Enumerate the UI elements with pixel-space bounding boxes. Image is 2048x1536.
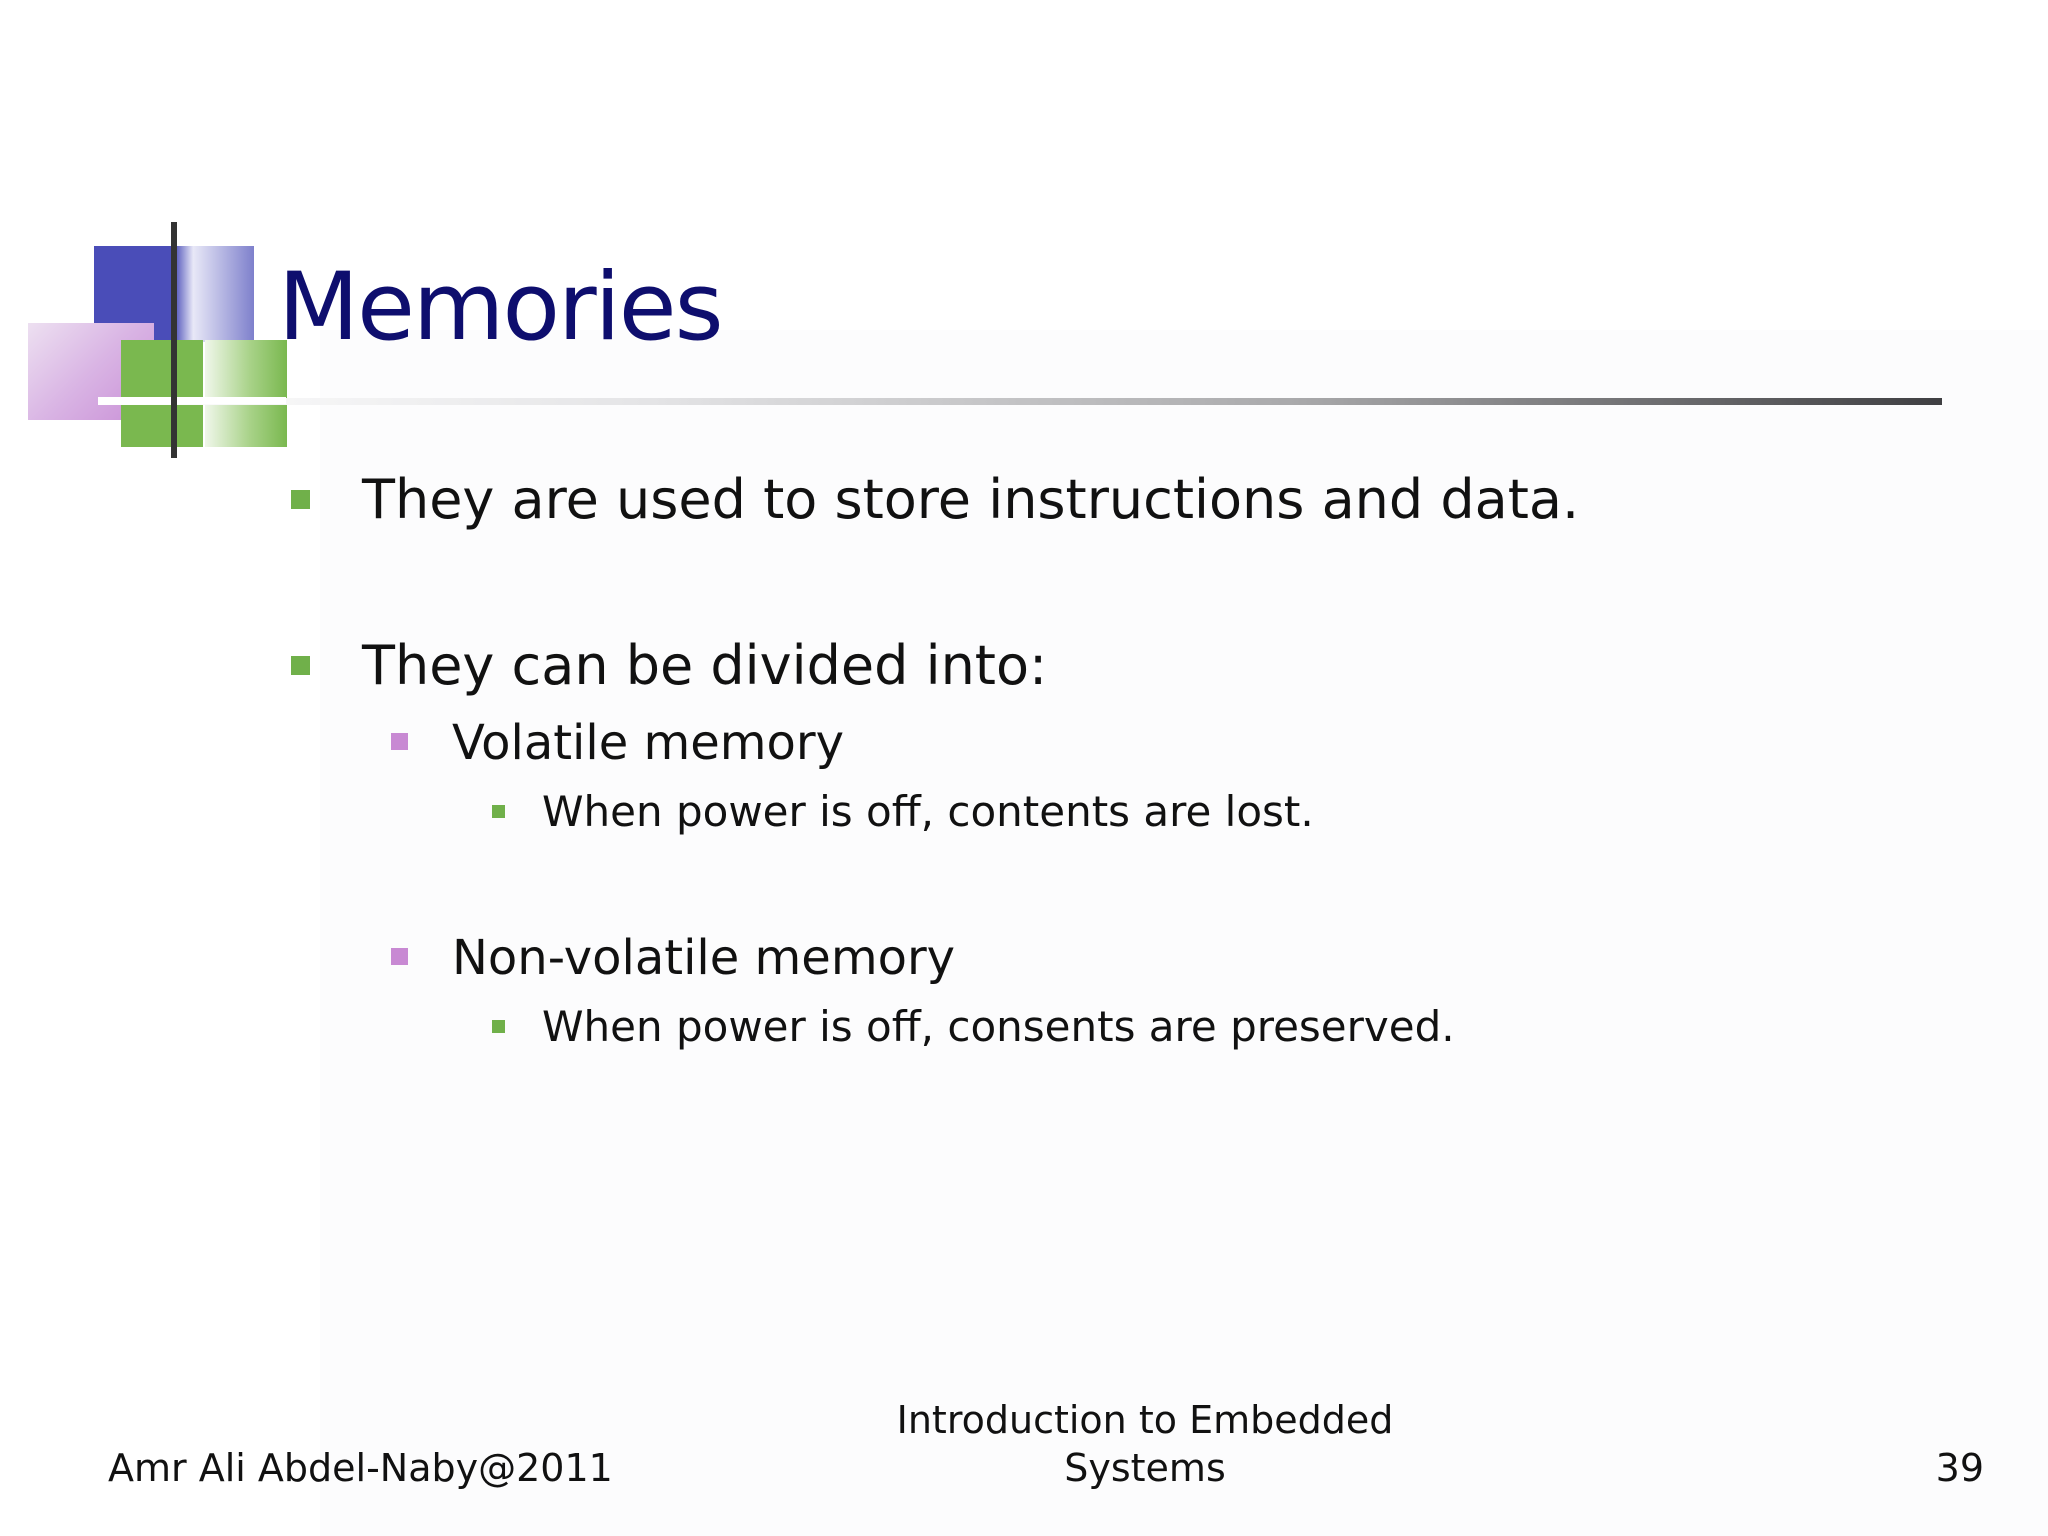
footer-course-line1: Introduction to Embedded — [896, 1398, 1394, 1442]
bullet-level1-text: They can be divided into: — [362, 634, 1048, 697]
purple-square-bullet-icon — [391, 948, 408, 965]
title-underline-rule — [98, 398, 1942, 405]
bullet-level2-text: Non-volatile memory — [452, 930, 956, 986]
decorative-vertical-line — [171, 222, 177, 458]
decorative-green-block-right — [205, 340, 287, 447]
bullet-level1-text: They are used to store instructions and data. — [362, 468, 1580, 531]
bullet-level3-text: When power is off, contents are lost. — [542, 787, 1314, 836]
footer-course-line2: Systems — [1064, 1446, 1226, 1490]
green-square-bullet-icon — [291, 490, 310, 509]
purple-square-bullet-icon — [391, 733, 408, 750]
footer-author: Amr Ali Abdel-Naby@2011 — [108, 1446, 613, 1490]
page-number: 39 — [1935, 1446, 1984, 1490]
small-green-square-bullet-icon — [492, 1020, 505, 1033]
bullet-level2-text: Volatile memory — [452, 715, 845, 771]
decorative-white-bar — [98, 397, 286, 404]
bullet-level3-text: When power is off, consents are preserved. — [542, 1002, 1455, 1051]
footer-course-title — [860, 1396, 1430, 1492]
green-square-bullet-icon — [291, 656, 310, 675]
small-green-square-bullet-icon — [492, 805, 505, 818]
slide-title: Memories — [278, 253, 722, 362]
decorative-green-block-left — [121, 340, 203, 447]
